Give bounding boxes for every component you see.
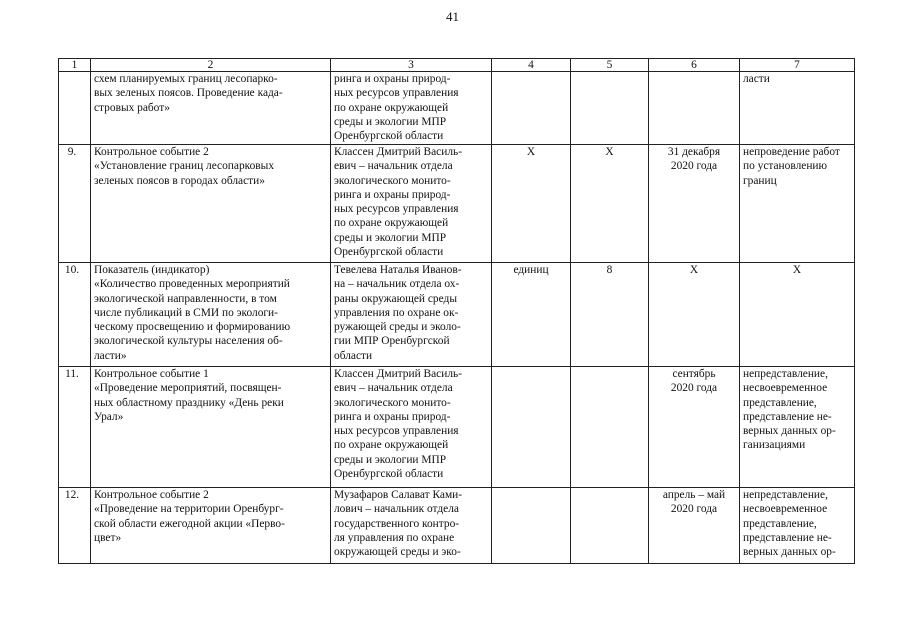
table-row bbox=[59, 145, 855, 263]
column-header: 1 bbox=[59, 59, 91, 72]
risk-cell: ласти bbox=[740, 72, 855, 145]
deadline-cell: Х bbox=[649, 263, 740, 367]
event-description: схем планируемых границ лесопарко- вых зеленых поясов. Проведение када- стровых работ» bbox=[91, 72, 331, 145]
column-header: 5 bbox=[571, 59, 649, 72]
table-row bbox=[59, 367, 855, 488]
deadline-cell: 31 декабря 2020 года bbox=[649, 145, 740, 263]
responsible-person: Тевелева Наталья Иванов- на – начальник отдела ох- раны окружающей среды управления по охране ок- ружающей среды и эколо- гии МПР Оренбургской области bbox=[331, 263, 492, 367]
value-cell: 8 bbox=[571, 263, 649, 367]
responsible-person: Классен Дмитрий Василь- евич – начальник отдела экологического монито- ринга и охраны природ- ных ресурсов управления по охране окружающей среды и экологии МПР Оренбургской области bbox=[331, 145, 492, 263]
value-cell bbox=[571, 367, 649, 488]
table-row bbox=[59, 488, 855, 564]
page-number: 41 bbox=[446, 9, 459, 24]
document-table bbox=[58, 58, 855, 564]
responsible-person: Музафаров Салават Ками- лович – начальник отдела государственного контро- ля управления по охране окружающей среды и эко- bbox=[331, 488, 492, 564]
responsible-person: ринга и охраны природ- ных ресурсов управления по охране окружающей среды и экологии МПР Оренбургской области bbox=[331, 72, 492, 145]
risk-cell: непроведение работ по установлению границ bbox=[740, 145, 855, 263]
responsible-person: Классен Дмитрий Василь- евич – начальник отдела экологического монито- ринга и охраны природ- ных ресурсов управления по охране окружающей среды и экологии МПР Оренбургской области bbox=[331, 367, 492, 488]
column-header: 6 bbox=[649, 59, 740, 72]
row-number bbox=[59, 72, 91, 145]
column-header: 2 bbox=[91, 59, 331, 72]
value-cell bbox=[571, 488, 649, 564]
deadline-cell: сентябрь 2020 года bbox=[649, 367, 740, 488]
deadline-cell: апрель – май 2020 года bbox=[649, 488, 740, 564]
row-number: 9. bbox=[59, 145, 91, 263]
row-number: 11. bbox=[59, 367, 91, 488]
column-header: 7 bbox=[740, 59, 855, 72]
column-header: 3 bbox=[331, 59, 492, 72]
event-description: Показатель (индикатор) «Количество проведенных мероприятий экологической направленности, в том числе публикаций в СМИ по экологи- ческому просвещению и формированию экологической культуры населения об- ласти» bbox=[91, 263, 331, 367]
unit-cell bbox=[492, 72, 571, 145]
row-number: 10. bbox=[59, 263, 91, 367]
value-cell: Х bbox=[571, 145, 649, 263]
event-description: Контрольное событие 2 «Проведение на территории Оренбург- ской области ежегодной акции «Перво- цвет» bbox=[91, 488, 331, 564]
unit-cell bbox=[492, 488, 571, 564]
risk-cell: Х bbox=[740, 263, 855, 367]
table-header-row bbox=[59, 59, 855, 72]
row-number: 12. bbox=[59, 488, 91, 564]
deadline-cell bbox=[649, 72, 740, 145]
risk-cell: непредставление, несвоевременное представление, представление не- верных данных ор- bbox=[740, 488, 855, 564]
unit-cell: единиц bbox=[492, 263, 571, 367]
value-cell bbox=[571, 72, 649, 145]
event-description: Контрольное событие 2 «Установление границ лесопарковых зеленых поясов в городах области» bbox=[91, 145, 331, 263]
unit-cell: Х bbox=[492, 145, 571, 263]
unit-cell bbox=[492, 367, 571, 488]
table-row bbox=[59, 72, 855, 145]
risk-cell: непредставление, несвоевременное представление, представление не- верных данных ор- ганизациями bbox=[740, 367, 855, 488]
event-description: Контрольное событие 1 «Проведение мероприятий, посвящен- ных областному празднику «День реки Урал» bbox=[91, 367, 331, 488]
column-header: 4 bbox=[492, 59, 571, 72]
table-row bbox=[59, 263, 855, 367]
